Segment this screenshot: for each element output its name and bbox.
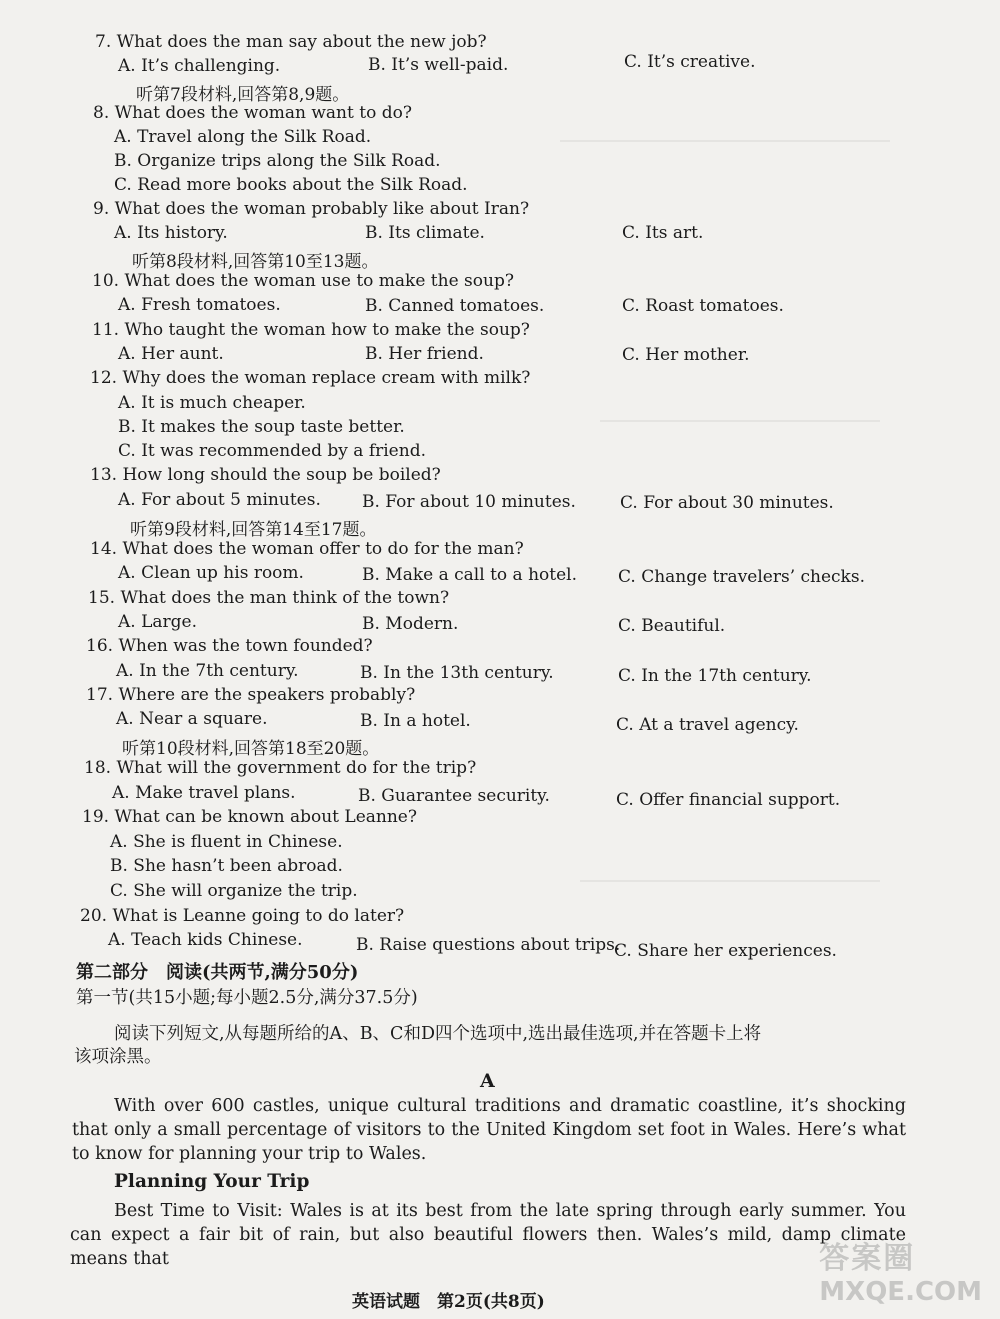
question-11-stem: 11. Who taught the woman how to make the soup? <box>92 320 530 340</box>
question-19-stem: 19. What can be known about Leanne? <box>82 807 417 827</box>
instruction-section-7: 听第7段材料,回答第8,9题。 <box>136 85 350 105</box>
question-20-option-b: B. Raise questions about trips. <box>356 935 621 955</box>
question-11-option-c: C. Her mother. <box>622 345 750 365</box>
bleed-through-line <box>560 140 890 142</box>
question-14-option-b: B. Make a call to a hotel. <box>362 565 578 585</box>
site-watermark <box>819 1233 982 1307</box>
question-14-stem: 14. What does the woman offer to do for the man? <box>90 539 524 559</box>
question-11-option-b: B. Her friend. <box>365 344 484 364</box>
question-8-option-c: C. Read more books about the Silk Road. <box>114 175 468 195</box>
question-7-option-a: A. It’s challenging. <box>118 56 281 76</box>
question-16-option-a: A. In the 7th century. <box>116 661 299 681</box>
watermark-url: MXQE.COM <box>819 1277 982 1307</box>
question-7-stem: 7. What does the man say about the new job? <box>95 32 487 52</box>
question-15-option-b: B. Modern. <box>362 614 459 634</box>
instruction-section-10: 听第10段材料,回答第18至20题。 <box>122 739 380 759</box>
question-14-option-a: A. Clean up his room. <box>118 563 304 583</box>
question-15-stem: 15. What does the man think of the town? <box>88 588 450 608</box>
question-20-option-a: A. Teach kids Chinese. <box>108 930 303 950</box>
question-12-option-a: A. It is much cheaper. <box>118 393 306 413</box>
question-14-option-c: C. Change travelers’ checks. <box>618 567 865 587</box>
question-13-option-c: C. For about 30 minutes. <box>620 493 834 513</box>
question-17-stem: 17. Where are the speakers probably? <box>86 685 416 705</box>
question-8-stem: 8. What does the woman want to do? <box>93 103 412 123</box>
question-12-option-c: C. It was recommended by a friend. <box>118 441 426 461</box>
question-9-option-a: A. Its history. <box>114 223 228 243</box>
passage-heading: Planning Your Trip <box>114 1171 310 1192</box>
question-13-stem: 13. How long should the soup be boiled? <box>90 465 441 485</box>
question-17-option-a: A. Near a square. <box>116 709 268 729</box>
bleed-through-line <box>580 880 880 882</box>
question-18-stem: 18. What will the government do for the trip? <box>84 758 477 778</box>
reading-directions-line2: 该项涂黑。 <box>74 1047 162 1067</box>
question-9-stem: 9. What does the woman probably like about Iran? <box>93 199 530 219</box>
best-time-paragraph: Best Time to Visit: Wales is at its best from the late spring through early summer. You can expect a fair bit of rain, but also beautiful flowers then. Wales’s mild, damp climate means that <box>70 1201 906 1269</box>
reading-part-title: 第二部分 阅读(共两节,满分50分) <box>76 962 359 983</box>
question-16-option-b: B. In the 13th century. <box>360 663 554 683</box>
question-19-option-c: C. She will organize the trip. <box>110 881 358 901</box>
question-11-option-a: A. Her aunt. <box>118 344 224 364</box>
question-15-option-c: C. Beautiful. <box>618 616 726 636</box>
question-8-option-a: A. Travel along the Silk Road. <box>114 127 372 147</box>
question-12-option-b: B. It makes the soup taste better. <box>118 417 405 437</box>
question-12-stem: 12. Why does the woman replace cream with milk? <box>90 368 531 388</box>
question-10-stem: 10. What does the woman use to make the soup? <box>92 271 514 291</box>
question-19-option-b: B. She hasn’t been abroad. <box>110 856 343 876</box>
question-10-option-c: C. Roast tomatoes. <box>622 296 784 316</box>
question-18-option-a: A. Make travel plans. <box>112 783 296 803</box>
question-10-option-a: A. Fresh tomatoes. <box>118 295 281 315</box>
question-19-option-a: A. She is fluent in Chinese. <box>110 832 343 852</box>
question-13-option-a: A. For about 5 minutes. <box>118 490 321 510</box>
question-7-option-b: B. It’s well-paid. <box>368 55 509 75</box>
question-8-option-b: B. Organize trips along the Silk Road. <box>114 151 441 171</box>
passage-label: A <box>480 1070 495 1092</box>
question-15-option-a: A. Large. <box>118 612 197 632</box>
question-17-option-b: B. In a hotel. <box>360 711 471 731</box>
passage-intro: With over 600 castles, unique cultural traditions and dramatic coastline, it’s shocking that only a small percentage of visitors to the United Kingdom set foot in Wales. Here’s what to know for planning your trip to Wales. <box>72 1096 906 1164</box>
question-9-option-b: B. Its climate. <box>365 223 485 243</box>
instruction-section-8: 听第8段材料,回答第10至13题。 <box>132 252 379 272</box>
question-20-stem: 20. What is Leanne going to do later? <box>80 906 405 926</box>
question-18-option-b: B. Guarantee security. <box>358 786 550 806</box>
watermark-main: 答案圈 <box>819 1241 916 1276</box>
question-9-option-c: C. Its art. <box>622 223 704 243</box>
question-16-option-c: C. In the 17th century. <box>618 666 812 686</box>
instruction-section-9: 听第9段材料,回答第14至17题。 <box>130 520 377 540</box>
reading-directions-line1: 阅读下列短文,从每题所给的A、B、C和D四个选项中,选出最佳选项,并在答题卡上将 <box>114 1024 762 1044</box>
page-footer: 英语试题 第2页(共8页) <box>352 1292 545 1312</box>
bleed-through-line <box>600 420 880 422</box>
question-10-option-b: B. Canned tomatoes. <box>365 296 545 316</box>
question-18-option-c: C. Offer financial support. <box>616 790 841 810</box>
question-7-option-c: C. It’s creative. <box>624 52 756 72</box>
reading-section-title: 第一节(共15小题;每小题2.5分,满分37.5分) <box>76 988 418 1008</box>
question-13-option-b: B. For about 10 minutes. <box>362 492 576 512</box>
question-16-stem: 16. When was the town founded? <box>86 636 373 656</box>
question-17-option-c: C. At a travel agency. <box>616 715 799 735</box>
question-20-option-c: C. Share her experiences. <box>614 941 837 961</box>
